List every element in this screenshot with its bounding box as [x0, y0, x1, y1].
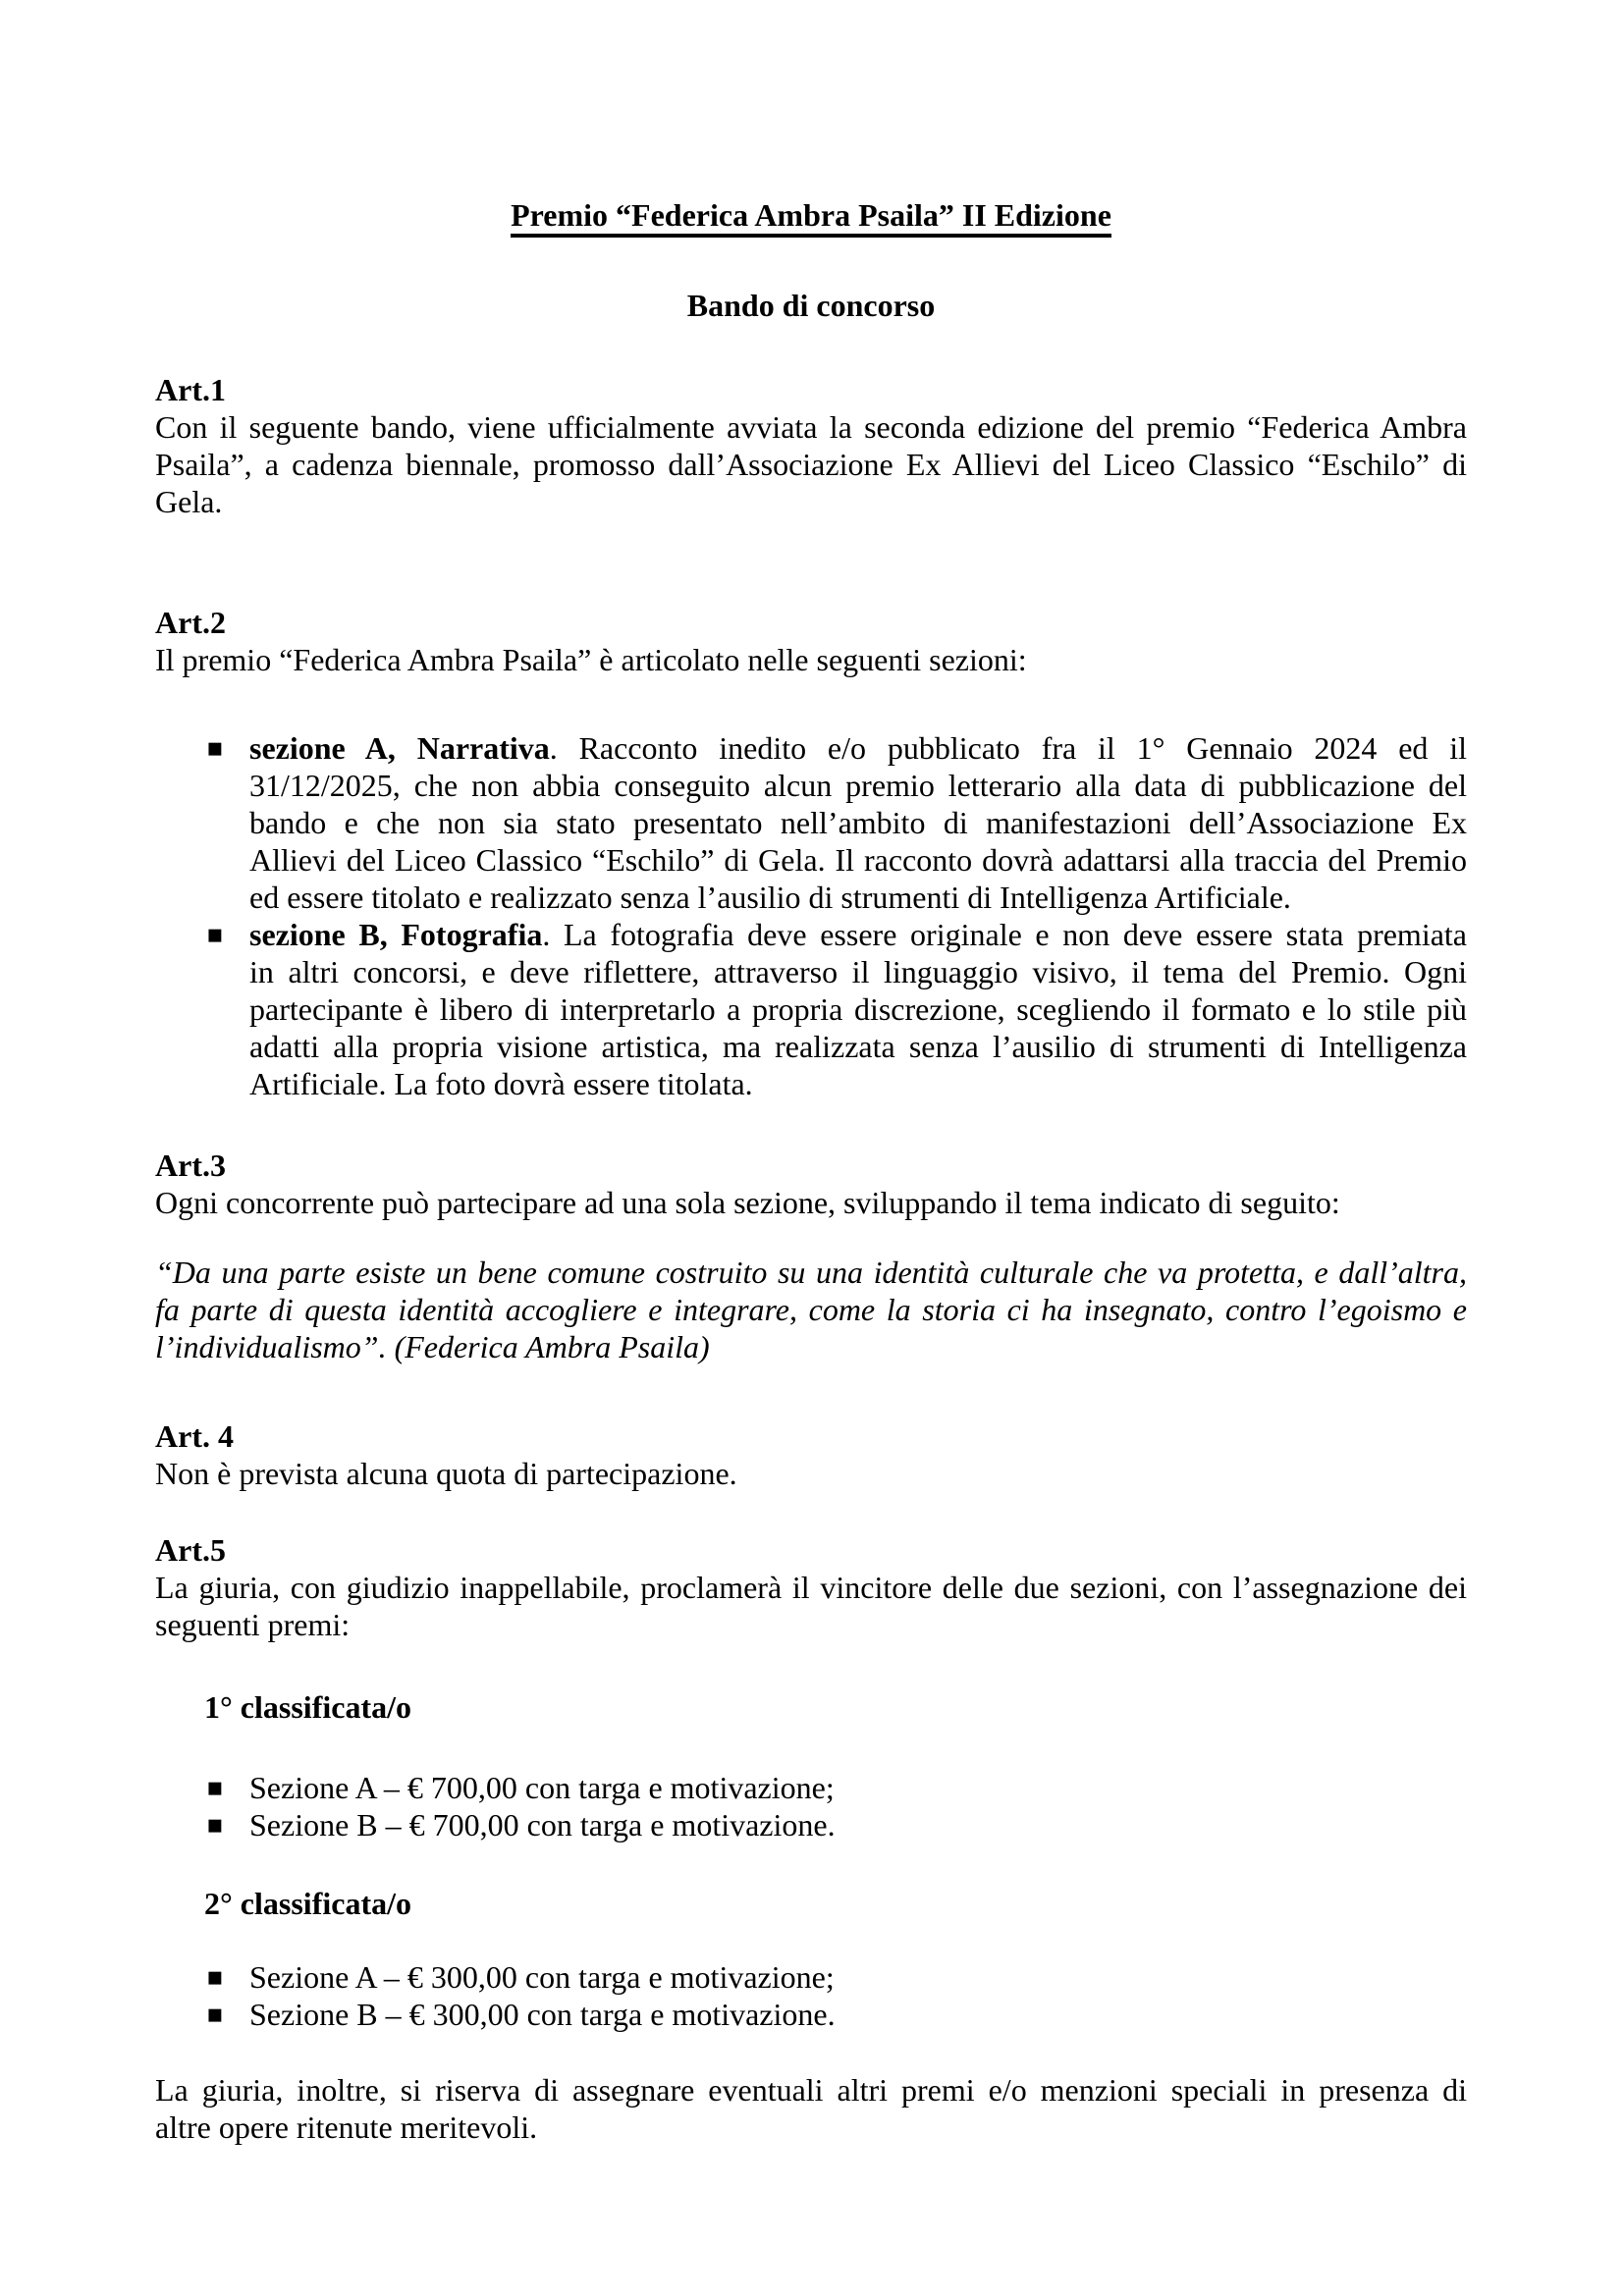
- bullet-square-icon: ▪: [206, 1773, 224, 1802]
- text-line: [155, 2109, 1467, 2146]
- text-segment: Con il seguente bando, viene ufficialmente avviata la seconda edizione del premio “Federica Ambra: [155, 409, 1467, 445]
- text-segment: in altri concorsi, e deve riflettere, attraverso il linguaggio visivo, il tema del Premio. Ogni: [249, 954, 1467, 989]
- text-segment: Non è prevista alcuna quota di partecipazione.: [155, 1456, 737, 1491]
- text-segment: Ogni concorrente può partecipare ad una sola sezione, sviluppando il tema indicato di seguito:: [155, 1185, 1340, 1220]
- text-segment: Psaila”, a cadenza biennale, promosso dall’Associazione Ex Allievi del Liceo Classico “Eschilo” di: [155, 447, 1467, 482]
- text-segment: La giuria, con giudizio inappellabile, proclamerà il vincitore delle due sezioni, con l’assegnazione dei: [155, 1570, 1467, 1605]
- list-item: [155, 1958, 1467, 1996]
- text-line: [249, 1028, 1467, 1065]
- bullet-square-icon: ▪: [206, 733, 224, 763]
- list-item: [155, 729, 1467, 916]
- art-4: [155, 1417, 1467, 1492]
- first-place-heading: [155, 1688, 1467, 1726]
- art-5: [155, 1531, 1467, 1643]
- text-segment: adatti alla propria visione artistica, ma realizzata senza l’ausilio di strumenti di Intelligenza: [249, 1029, 1467, 1064]
- first-place-heading-text: 1° classificata/o: [204, 1689, 411, 1725]
- text-segment: fa parte di questa identità accogliere e integrare, come la storia ci ha insegnato, contro l’egoismo e: [155, 1292, 1467, 1327]
- jury-note: [155, 2071, 1467, 2146]
- text-segment: Artificiale. La foto dovrà essere titolata.: [249, 1066, 753, 1101]
- second-place-heading-text: 2° classificata/o: [204, 1886, 411, 1921]
- text-segment: Sezione B – € 300,00 con targa e motivazione.: [249, 1997, 836, 2032]
- text-line: [249, 1065, 1467, 1102]
- art-4-heading: Art. 4: [155, 1418, 234, 1454]
- text-segment: Gela.: [155, 484, 223, 519]
- text-segment: ed essere titolato e realizzato senza l’ausilio di strumenti di Intelligenza Artificiale.: [249, 880, 1291, 915]
- text-line: [249, 729, 1467, 767]
- text-segment: Allievi del Liceo Classico “Eschilo” di Gela. Il racconto dovrà adattarsi alla traccia del Premio: [249, 842, 1467, 878]
- text-line: [249, 804, 1467, 841]
- text-line: [155, 1328, 1467, 1365]
- text-line: [155, 446, 1467, 483]
- text-line: [155, 1455, 1467, 1492]
- document-subtitle: Bando di concorso: [686, 288, 936, 323]
- list-item: [155, 1806, 1467, 1843]
- text-line: [249, 1806, 1467, 1843]
- text-segment: l’individualismo”. (Federica Ambra Psaila): [155, 1329, 710, 1364]
- second-place-prizes: [155, 1958, 1467, 2033]
- text-segment: . Racconto inedito e/o pubblicato fra il 1° Gennaio 2024 ed il: [549, 730, 1468, 766]
- art-5-heading: Art.5: [155, 1532, 226, 1568]
- text-segment: Sezione A – € 300,00 con targa e motivazione;: [249, 1959, 835, 1995]
- list-item: [155, 916, 1467, 1102]
- first-place-prizes: [155, 1769, 1467, 1843]
- sections-list: [155, 729, 1467, 1102]
- art-1-heading: Art.1: [155, 372, 226, 407]
- text-line: [249, 767, 1467, 804]
- text-segment: altre opere ritenute meritevoli.: [155, 2109, 538, 2145]
- text-line: [155, 483, 1467, 520]
- text-segment: partecipante è libero di interpretarlo a propria discrezione, scegliendo il formato e lo stile più: [249, 991, 1467, 1027]
- text-line: [155, 1569, 1467, 1606]
- text-segment: . La fotografia deve essere originale e non deve essere stata premiata: [542, 917, 1468, 952]
- second-place-heading: [155, 1885, 1467, 1922]
- text-segment: Sezione A – € 700,00 con targa e motivazione;: [249, 1770, 835, 1805]
- text-segment: 31/12/2025, che non abbia conseguito alcun premio letterario alla data di pubblicazione del: [249, 768, 1467, 803]
- bullet-square-icon: ▪: [206, 920, 224, 949]
- document-body: [155, 371, 1467, 2146]
- text-segment: “Da una parte esiste un bene comune costruito su una identità culturale che va protetta, e dall’altra,: [155, 1255, 1467, 1290]
- bold-text-segment: sezione A, Narrativa: [249, 730, 550, 766]
- art-3: [155, 1147, 1467, 1221]
- text-line: [249, 1769, 1467, 1806]
- art-3-heading: Art.3: [155, 1148, 226, 1183]
- art-1: [155, 371, 1467, 520]
- text-line: [249, 1996, 1467, 2033]
- text-line: [155, 2071, 1467, 2109]
- art-2-heading: Art.2: [155, 605, 226, 640]
- text-line: [155, 1606, 1467, 1643]
- text-line: [249, 990, 1467, 1028]
- list-item: [155, 1769, 1467, 1806]
- text-line: [249, 879, 1467, 916]
- art-2: [155, 604, 1467, 678]
- text-line: [155, 1184, 1467, 1221]
- text-segment: La giuria, inoltre, si riserva di assegnare eventuali altri premi e/o menzioni speciali in presenza di: [155, 2072, 1467, 2108]
- text-line: [249, 841, 1467, 879]
- theme-quote: [155, 1254, 1467, 1365]
- text-line: [249, 953, 1467, 990]
- text-segment: bando e che non sia stato presentato nell’ambito di manifestazioni dell’Associazione Ex: [249, 805, 1467, 840]
- bullet-square-icon: ▪: [206, 1810, 224, 1840]
- text-line: [249, 916, 1467, 953]
- text-segment: Il premio “Federica Ambra Psaila” è articolato nelle seguenti sezioni:: [155, 642, 1027, 677]
- text-segment: seguenti premi:: [155, 1607, 351, 1642]
- list-item: [155, 1996, 1467, 2033]
- text-line: [155, 1254, 1467, 1291]
- bold-text-segment: sezione B, Fotografia: [249, 917, 543, 952]
- text-segment: Sezione B – € 700,00 con targa e motivazione.: [249, 1807, 836, 1842]
- page-title-text: Premio “Federica Ambra Psaila” II Edizione: [511, 197, 1111, 238]
- bullet-square-icon: ▪: [206, 1962, 224, 1992]
- text-line: [155, 641, 1467, 678]
- text-line: [155, 408, 1467, 446]
- page-title: [155, 196, 1467, 234]
- text-line: [249, 1958, 1467, 1996]
- bullet-square-icon: ▪: [206, 2000, 224, 2029]
- text-line: [155, 1291, 1467, 1328]
